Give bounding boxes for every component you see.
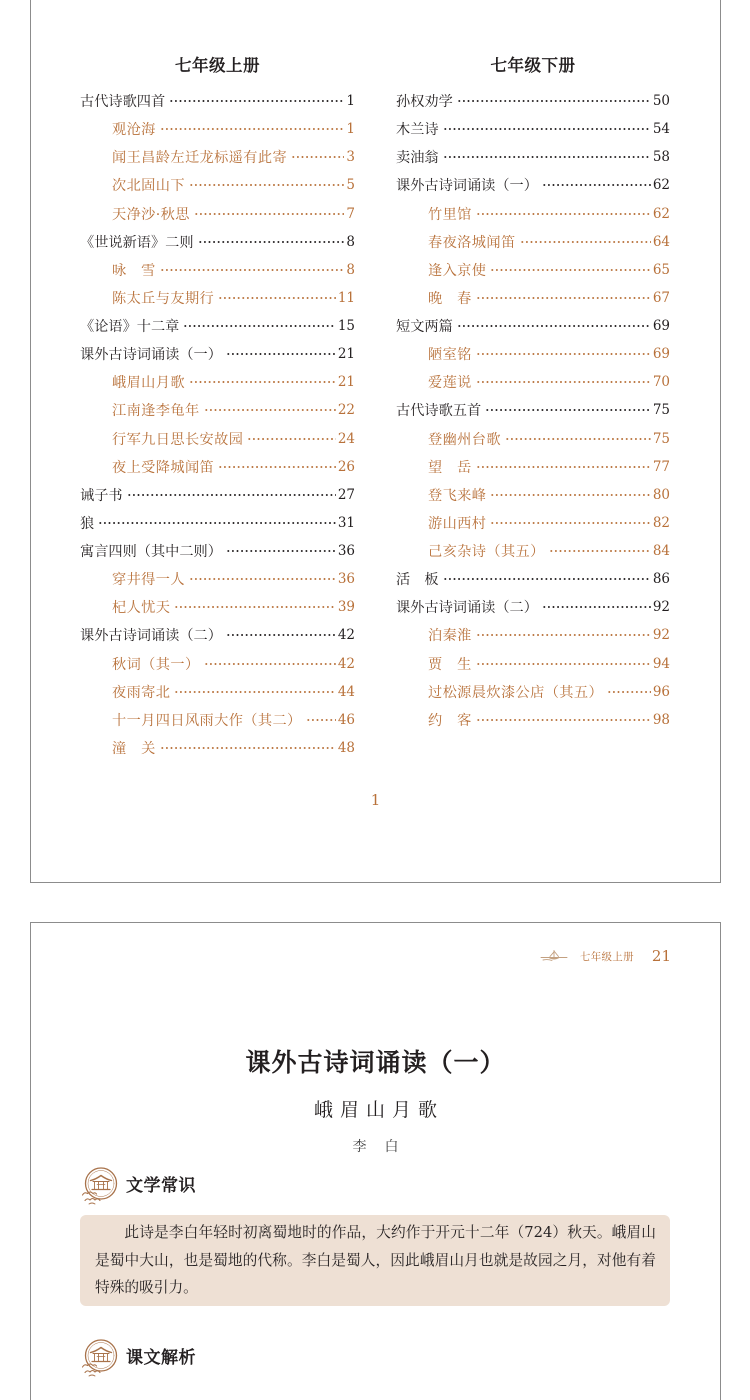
toc-entry-title: 夜雨寄北 bbox=[112, 684, 171, 701]
note-paragraph: 此诗是李白年轻时初离蜀地时的作品，大约作于开元十二年（724）秋天。峨眉山是蜀中大山，也是蜀地的代称。李白是蜀人，因此峨眉山月也就是故园之月，对他有着特殊的吸引力。 bbox=[95, 1224, 656, 1296]
poem-author: 李 白 bbox=[352, 1139, 401, 1155]
dot-leader bbox=[160, 126, 345, 132]
toc-entry-page-number: 21 bbox=[337, 374, 355, 391]
toc-entry-page-number: 70 bbox=[652, 374, 670, 391]
dot-leader bbox=[607, 689, 651, 695]
running-head-book-title: 七年级上册 bbox=[579, 950, 634, 963]
poem-title: 峨眉山月歌 bbox=[313, 1099, 444, 1121]
section-heading-literary-knowledge bbox=[80, 1166, 196, 1206]
toc-entry-title: 秋词（其一） bbox=[112, 656, 200, 673]
dot-leader bbox=[218, 464, 336, 470]
toc-entry bbox=[396, 115, 670, 143]
boat-ornament-icon bbox=[540, 948, 568, 964]
toc-entry-title: 活 板 bbox=[396, 572, 439, 589]
dot-leader bbox=[226, 351, 336, 357]
toc-entry-page-number: 58 bbox=[652, 149, 670, 166]
toc-entry-page-number: 67 bbox=[652, 289, 670, 306]
toc-entry-page-number: 75 bbox=[652, 430, 670, 447]
toc-subentry bbox=[80, 593, 355, 621]
running-head-page-number: 21 bbox=[651, 947, 671, 965]
toc-entry-title: 竹里馆 bbox=[428, 206, 472, 223]
toc-entry bbox=[396, 143, 670, 171]
toc-entry-page-number: 42 bbox=[337, 627, 355, 644]
toc-subentry bbox=[396, 228, 670, 256]
dot-leader bbox=[476, 211, 651, 217]
toc-subentry bbox=[80, 425, 355, 453]
toc-entry-title: 约 客 bbox=[428, 712, 472, 729]
dot-leader bbox=[189, 576, 336, 582]
toc-entry-title: 《世说新语》二则 bbox=[80, 234, 194, 251]
dot-leader bbox=[476, 661, 651, 667]
toc-entry-title: 课外古诗词诵读（一） bbox=[80, 347, 222, 364]
toc-entry-title: 课外古诗词诵读（一） bbox=[396, 178, 538, 195]
toc-subentry bbox=[80, 565, 355, 593]
toc-entry-title: 春夜洛城闻笛 bbox=[428, 234, 516, 251]
dot-leader bbox=[218, 295, 336, 301]
toc-entry-title: 《论语》十二章 bbox=[80, 319, 180, 336]
toc-entry-page-number: 92 bbox=[652, 599, 670, 616]
dot-leader bbox=[127, 492, 336, 498]
toc-entry bbox=[80, 621, 355, 649]
lesson-page bbox=[30, 922, 721, 1400]
toc-entry-title: 己亥杂诗（其五） bbox=[428, 544, 545, 561]
toc-entry-title: 天净沙·秋思 bbox=[112, 206, 190, 223]
toc-subentry bbox=[80, 453, 355, 481]
toc-entry-page-number: 7 bbox=[346, 205, 355, 222]
toc-subentry bbox=[80, 200, 355, 228]
toc-subentry bbox=[396, 256, 670, 284]
toc-entry-title: 杞人忧天 bbox=[112, 600, 171, 617]
dot-leader bbox=[194, 211, 345, 217]
toc-entry bbox=[80, 340, 355, 368]
toc-entry-page-number: 31 bbox=[337, 514, 355, 531]
toc-subentry bbox=[396, 425, 670, 453]
toc-entry-title: 登幽州台歌 bbox=[428, 431, 501, 448]
dot-leader bbox=[476, 717, 651, 723]
dot-leader bbox=[443, 126, 651, 132]
dot-leader bbox=[476, 351, 651, 357]
toc-entry-page-number: 5 bbox=[346, 177, 355, 194]
toc-subentry bbox=[80, 171, 355, 199]
toc-entry-title: 古代诗歌五首 bbox=[396, 403, 482, 420]
toc-entry-title: 登飞来峰 bbox=[428, 487, 487, 504]
toc-subentry bbox=[80, 256, 355, 284]
dot-leader bbox=[542, 182, 651, 188]
toc-entry-title: 卖油翁 bbox=[396, 150, 439, 167]
dot-leader bbox=[443, 154, 651, 160]
toc-entry-title: 寓言四则（其中二则） bbox=[80, 544, 222, 561]
dot-leader bbox=[204, 407, 336, 413]
toc-entry-title: 江南逢李龟年 bbox=[112, 403, 200, 420]
pavilion-emblem-icon bbox=[80, 1338, 120, 1378]
dot-leader bbox=[183, 323, 335, 329]
toc-entry bbox=[80, 509, 355, 537]
toc-page bbox=[30, 0, 721, 883]
toc-entry-title: 木兰诗 bbox=[396, 122, 439, 139]
toc-entry-page-number: 92 bbox=[652, 627, 670, 644]
toc-subentry bbox=[396, 650, 670, 678]
toc-entry bbox=[396, 87, 670, 115]
toc-entry-page-number: 86 bbox=[652, 571, 670, 588]
toc-entry-title: 陋室铭 bbox=[428, 347, 472, 364]
dot-leader bbox=[457, 323, 651, 329]
toc-subentry bbox=[396, 453, 670, 481]
toc-entry-page-number: 11 bbox=[337, 289, 355, 306]
dot-leader bbox=[98, 520, 336, 526]
toc-entry-page-number: 46 bbox=[337, 711, 355, 728]
dot-leader bbox=[476, 464, 651, 470]
toc-entry-title: 爱莲说 bbox=[428, 375, 472, 392]
dot-leader bbox=[198, 239, 345, 245]
toc-subentry bbox=[396, 537, 670, 565]
page-number: 1 bbox=[370, 791, 381, 809]
toc-entry-title: 课外古诗词诵读（二） bbox=[396, 600, 538, 617]
toc-entry-title: 行军九日思长安故园 bbox=[112, 431, 244, 448]
dot-leader bbox=[189, 182, 344, 188]
toc-subentry bbox=[396, 621, 670, 649]
toc-subentry bbox=[396, 706, 670, 734]
toc-entry-title: 古代诗歌四首 bbox=[80, 94, 166, 111]
toc-entry-page-number: 39 bbox=[337, 599, 355, 616]
toc-entry bbox=[80, 228, 355, 256]
toc-subentry bbox=[80, 368, 355, 396]
toc-subentry bbox=[80, 115, 355, 143]
dot-leader bbox=[490, 267, 650, 273]
dot-leader bbox=[160, 745, 336, 751]
toc-entry-page-number: 15 bbox=[337, 318, 355, 335]
toc-entry bbox=[396, 565, 670, 593]
toc-entry-title: 潼 关 bbox=[112, 740, 156, 757]
toc-entry-page-number: 36 bbox=[337, 543, 355, 560]
pavilion-emblem-icon bbox=[80, 1166, 120, 1206]
toc-entry-title: 观沧海 bbox=[112, 122, 156, 139]
toc-entry-page-number: 64 bbox=[652, 233, 670, 250]
toc-entry-page-number: 36 bbox=[337, 571, 355, 588]
toc-entry-page-number: 96 bbox=[652, 683, 670, 700]
toc-entry-page-number: 54 bbox=[652, 121, 670, 138]
dot-leader bbox=[443, 576, 651, 582]
toc-subentry bbox=[80, 706, 355, 734]
toc-entry-title: 次北固山下 bbox=[112, 178, 185, 195]
toc-entry-page-number: 62 bbox=[652, 205, 670, 222]
dot-leader bbox=[549, 548, 651, 554]
toc-entry-page-number: 21 bbox=[337, 346, 355, 363]
toc-subentry bbox=[396, 340, 670, 368]
toc-subentry bbox=[396, 200, 670, 228]
section-label: 课文解析 bbox=[126, 1348, 196, 1368]
toc-entry bbox=[396, 396, 670, 424]
running-head bbox=[540, 946, 671, 966]
toc-entry-title: 短文两篇 bbox=[396, 319, 453, 336]
toc-entry-page-number: 8 bbox=[346, 261, 355, 278]
toc-entry-page-number: 48 bbox=[337, 739, 355, 756]
dot-leader bbox=[226, 632, 336, 638]
toc-entry-page-number: 50 bbox=[652, 93, 670, 110]
toc-entry-page-number: 82 bbox=[652, 514, 670, 531]
toc-entry-title: 晚 春 bbox=[428, 290, 472, 307]
toc-entry-title: 望 岳 bbox=[428, 459, 472, 476]
dot-leader bbox=[291, 154, 344, 160]
toc-entry-page-number: 98 bbox=[652, 711, 670, 728]
toc-entry bbox=[80, 312, 355, 340]
toc-entry-title: 泊秦淮 bbox=[428, 628, 472, 645]
toc-entry-title: 峨眉山月歌 bbox=[112, 375, 185, 392]
toc-entry-title: 陈太丘与友期行 bbox=[112, 290, 215, 307]
toc-subentry bbox=[396, 481, 670, 509]
toc-entry-page-number: 1 bbox=[346, 121, 355, 138]
toc-entry-title: 闻王昌龄左迁龙标遥有此寄 bbox=[112, 150, 288, 167]
toc-entry-page-number: 3 bbox=[346, 149, 355, 166]
dot-leader bbox=[542, 604, 651, 610]
toc-entry-page-number: 75 bbox=[652, 402, 670, 419]
dot-leader bbox=[174, 604, 335, 610]
dot-leader bbox=[169, 98, 344, 104]
toc-entry-page-number: 77 bbox=[652, 458, 670, 475]
toc-entry-page-number: 65 bbox=[652, 261, 670, 278]
toc-subentry bbox=[80, 396, 355, 424]
toc-entry-page-number: 26 bbox=[337, 458, 355, 475]
toc-entry bbox=[396, 593, 670, 621]
toc-entry bbox=[396, 171, 670, 199]
toc-entry-page-number: 24 bbox=[337, 430, 355, 447]
toc-entry-page-number: 84 bbox=[652, 543, 670, 560]
toc-entry-list bbox=[396, 87, 670, 734]
toc-entry bbox=[80, 537, 355, 565]
toc-entry-title: 穿井得一人 bbox=[112, 572, 185, 589]
toc-subentry bbox=[396, 509, 670, 537]
toc-subentry bbox=[80, 650, 355, 678]
dot-leader bbox=[160, 267, 345, 273]
dot-leader bbox=[457, 98, 651, 104]
toc-entry-page-number: 69 bbox=[652, 346, 670, 363]
section-heading-text-analysis bbox=[80, 1338, 196, 1378]
toc-entry-title: 过松源晨炊漆公店（其五） bbox=[428, 684, 604, 701]
toc-entry-page-number: 94 bbox=[652, 655, 670, 672]
toc-subentry bbox=[396, 678, 670, 706]
toc-subentry bbox=[80, 143, 355, 171]
toc-entry-page-number: 42 bbox=[337, 655, 355, 672]
toc-entry-title: 逢入京使 bbox=[428, 262, 487, 279]
toc-subentry bbox=[396, 368, 670, 396]
toc-entry-title: 夜上受降城闻笛 bbox=[112, 459, 215, 476]
toc-column-heading: 七年级下册 bbox=[490, 56, 576, 75]
dot-leader bbox=[247, 436, 336, 442]
toc-entry-page-number: 44 bbox=[337, 683, 355, 700]
toc-subentry bbox=[80, 734, 355, 762]
dot-leader bbox=[189, 379, 336, 385]
dot-leader bbox=[476, 295, 651, 301]
toc-entry-page-number: 80 bbox=[652, 486, 670, 503]
unit-title: 课外古诗词诵读（一） bbox=[245, 1048, 506, 1077]
dot-leader bbox=[476, 379, 651, 385]
dot-leader bbox=[226, 548, 336, 554]
dot-leader bbox=[490, 492, 650, 498]
toc-entry-page-number: 62 bbox=[652, 177, 670, 194]
dot-leader bbox=[520, 239, 651, 245]
toc-entry-title: 咏 雪 bbox=[112, 262, 156, 279]
dot-leader bbox=[174, 689, 335, 695]
toc-entry-page-number: 22 bbox=[337, 402, 355, 419]
toc-entry-page-number: 27 bbox=[337, 486, 355, 503]
toc-entry-title: 狼 bbox=[80, 515, 95, 532]
toc-subentry bbox=[80, 678, 355, 706]
toc-subentry bbox=[80, 284, 355, 312]
dot-leader bbox=[505, 436, 651, 442]
toc-entry-title: 十一月四日风雨大作（其二） bbox=[112, 712, 302, 729]
toc-entry bbox=[80, 481, 355, 509]
section-label: 文学常识 bbox=[126, 1176, 196, 1196]
toc-entry bbox=[80, 87, 355, 115]
toc-entry-page-number: 8 bbox=[346, 233, 355, 250]
toc-column-heading: 七年级上册 bbox=[175, 56, 260, 75]
toc-entry-title: 贾 生 bbox=[428, 656, 472, 673]
toc-entry-title: 孙权劝学 bbox=[396, 94, 453, 111]
toc-entry-title: 游山西村 bbox=[428, 515, 487, 532]
toc-entry-title: 课外古诗词诵读（二） bbox=[80, 628, 222, 645]
toc-entry-title: 诫子书 bbox=[80, 487, 123, 504]
literary-knowledge-note bbox=[80, 1215, 670, 1306]
toc-entry-list bbox=[80, 87, 355, 762]
toc-entry-page-number: 69 bbox=[652, 318, 670, 335]
toc-entry bbox=[396, 312, 670, 340]
toc-entry-page-number: 1 bbox=[346, 93, 355, 110]
dot-leader bbox=[485, 407, 651, 413]
dot-leader bbox=[490, 520, 650, 526]
dot-leader bbox=[306, 717, 336, 723]
dot-leader bbox=[204, 661, 336, 667]
toc-subentry bbox=[396, 284, 670, 312]
dot-leader bbox=[476, 632, 651, 638]
